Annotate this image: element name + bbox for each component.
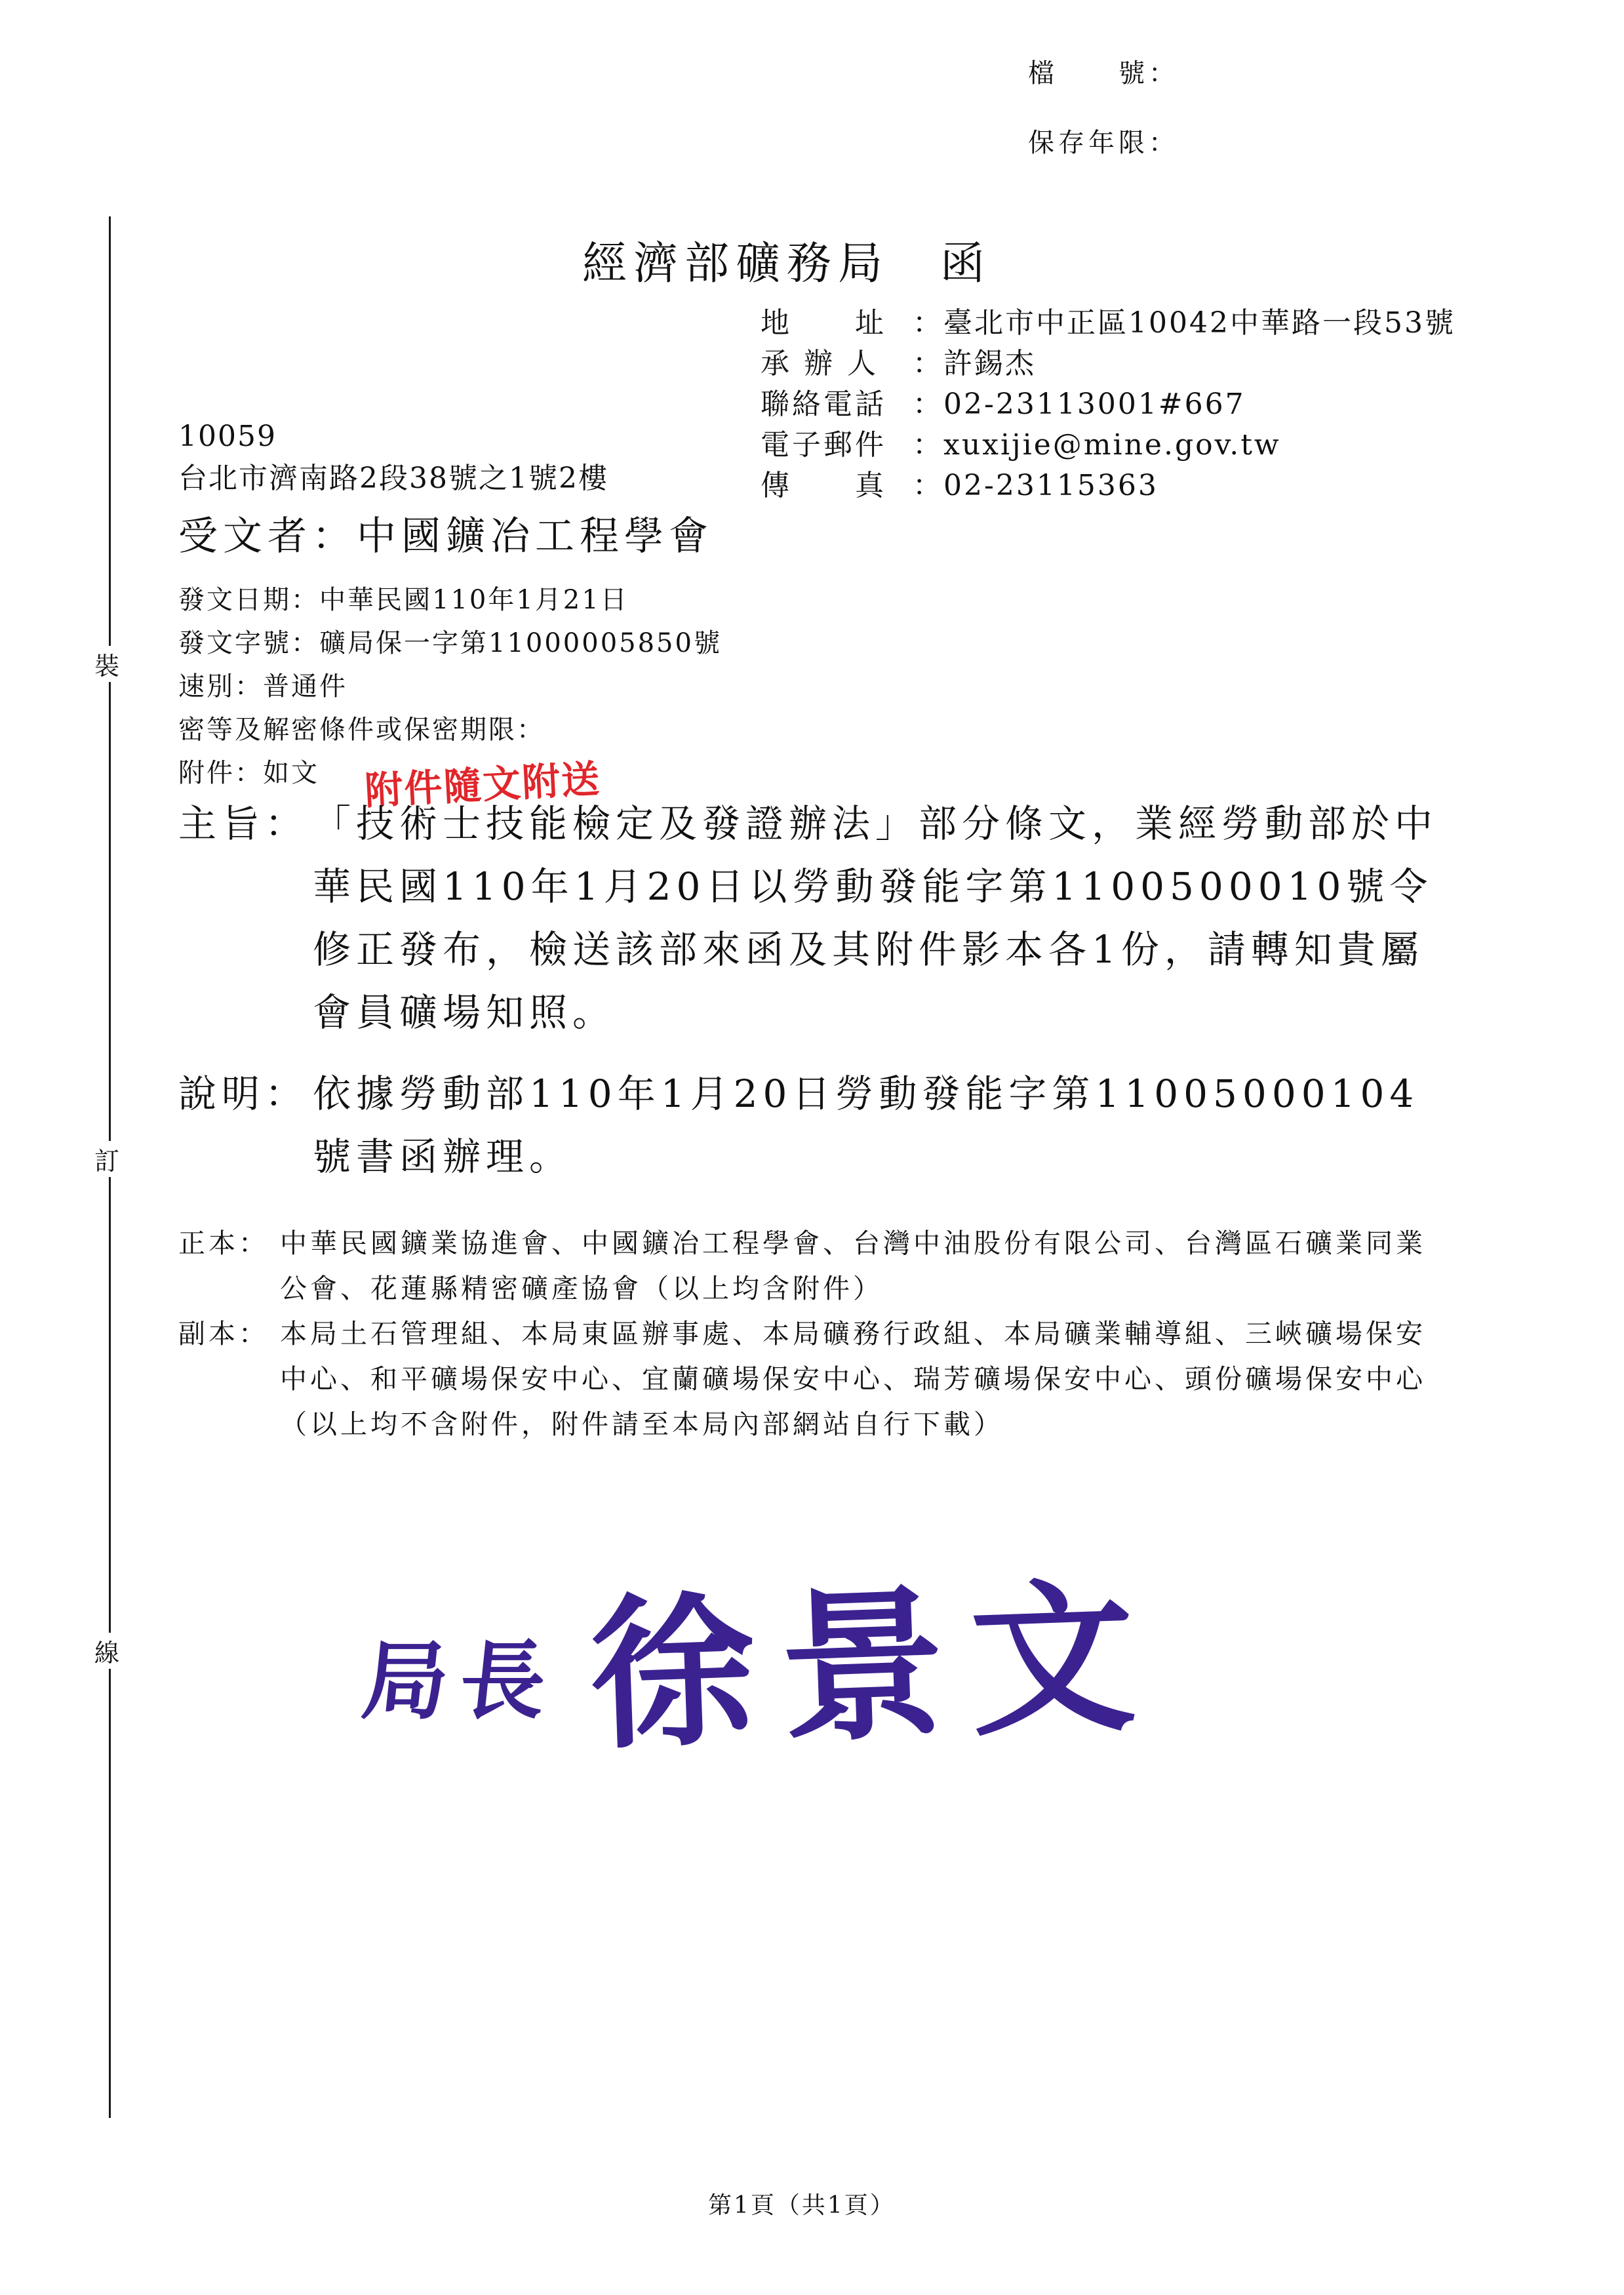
page-footer: 第1頁（共1頁）	[708, 2192, 896, 2219]
primary-label: 正本：	[178, 1227, 269, 1259]
retention-label: 保存年限：	[1028, 128, 1179, 158]
document-title: 經濟部礦務局 函	[582, 238, 992, 290]
contact-email: 電子郵件 ：xuxijie@mine.gov.tw	[761, 428, 1281, 462]
binding-mark-zhuang: 裝	[94, 646, 119, 682]
copy-distribution	[178, 1311, 1447, 1449]
signature-name: 徐景文	[587, 1559, 1164, 1772]
contact-phone: 聯絡電話 ：02-23113001#667	[761, 388, 1246, 421]
document-number: 發文字號：礦局保一字第11000005850號	[178, 628, 722, 658]
subject-section	[178, 792, 1440, 1054]
street-address: 台北市濟南路2段38號之1號2樓	[178, 462, 608, 495]
subject-label: 主旨：	[178, 801, 309, 846]
explanation-section	[178, 1062, 1440, 1193]
recipient: 受文者：中國鑛冶工程學會	[178, 513, 713, 559]
binding-mark-xian: 線	[94, 1633, 119, 1669]
copy-label: 副本：	[178, 1318, 269, 1349]
postal-code: 10059	[178, 420, 277, 453]
binding-mark-ding: 訂	[94, 1141, 119, 1177]
sender-contact	[761, 303, 1456, 506]
attachments: 附件：如文	[178, 758, 319, 788]
contact-handler: 承 辦 人 ：許錫杰	[761, 347, 1036, 380]
file-number-label: 檔 號：	[1028, 58, 1179, 89]
urgency: 速別：普通件	[178, 671, 347, 702]
contact-address: 地 址 ：臺北市中正區10042中華路一段53號	[761, 306, 1456, 340]
confidentiality: 密等及解密條件或保密期限：	[178, 715, 545, 745]
subject-text: 「技術士技能檢定及發證辦法」部分條文，業經勞動部於中華民國110年1月20日以勞動發能字第1100500010號令修正發布，檢送該部來函及其附件影本各1份，請轉知貴屬會員礦場知照。	[313, 801, 1438, 1035]
signature-title: 局長	[357, 1631, 563, 1731]
attachment-stamp: 附件隨文附送	[363, 756, 602, 814]
explanation-label: 說明：	[178, 1071, 309, 1116]
explanation-text: 依據勞動部110年1月20日勞動發能字第11005000104號書函辦理。	[313, 1071, 1419, 1179]
issue-date: 發文日期：中華民國110年1月21日	[178, 585, 629, 615]
copy-text: 本局土石管理組、本局東區辦事處、本局礦務行政組、本局礦業輔導組、三峽礦場保安中心、和平礦場保安中心、宜蘭礦場保安中心、瑞芳礦場保安中心、頭份礦場保安中心 （以上均不含附件，附件請至本局內部網站自行下載）	[280, 1318, 1426, 1440]
primary-distribution	[178, 1221, 1447, 1313]
primary-text: 中華民國鑛業協進會、中國鑛冶工程學會、台灣中油股份有限公司、台灣區石礦業同業公會、花蓮縣精密礦產協會（以上均含附件）	[280, 1227, 1426, 1304]
recipient-address	[178, 416, 608, 500]
contact-fax: 傳 真 ：02-23115363	[761, 469, 1159, 502]
